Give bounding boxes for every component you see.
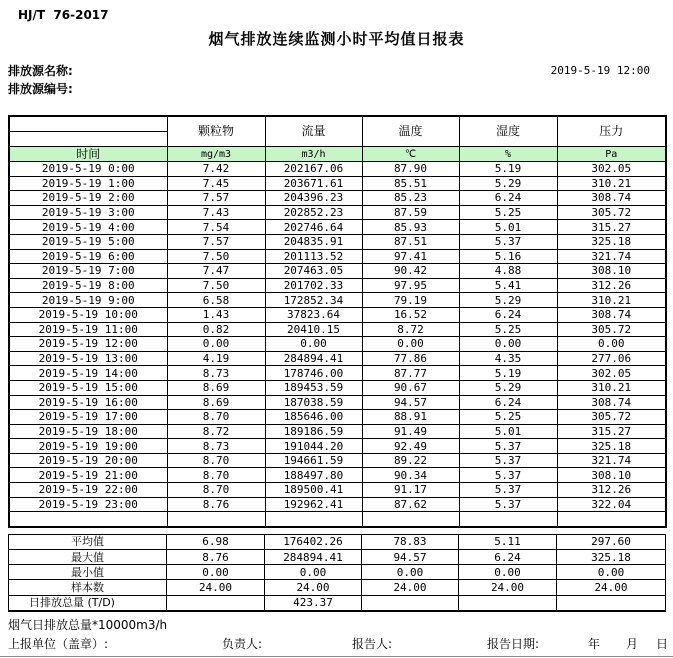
time-cell: 2019-5-19 4:00 [9, 220, 167, 235]
time-cell: 2019-5-19 11:00 [9, 322, 167, 337]
value-cell: 6.98 [167, 534, 265, 549]
value-cell: 315.27 [557, 220, 666, 235]
value-cell: 8.73 [167, 366, 265, 381]
value-cell: 7.57 [167, 234, 265, 249]
value-cell: 5.37 [459, 234, 557, 249]
value-cell: 97.41 [362, 249, 459, 264]
value-cell: 297.60 [557, 534, 666, 549]
value-cell: 85.23 [362, 191, 459, 206]
value-cell: 202746.64 [265, 220, 362, 235]
value-cell: 5.01 [459, 220, 557, 235]
value-cell: 310.21 [557, 380, 666, 395]
summary-table [8, 534, 666, 612]
time-column-header: 时间 [9, 147, 167, 162]
column-header-particulate: 颗粒物 [167, 116, 265, 147]
value-cell: 24.00 [557, 580, 666, 595]
value-cell: 6.24 [459, 191, 557, 206]
summary-label: 样本数 [9, 580, 167, 595]
value-cell: 310.21 [557, 176, 666, 191]
summary-label: 日排放总量 (T/D) [9, 595, 167, 611]
time-cell: 2019-5-19 6:00 [9, 249, 167, 264]
value-cell: 284894.41 [265, 351, 362, 366]
value-cell: 308.10 [557, 468, 666, 483]
report-unit-label: 上报单位（盖章）: [8, 637, 109, 651]
table-row [9, 497, 666, 512]
value-cell: 6.24 [459, 395, 557, 410]
value-cell: 176402.26 [265, 534, 362, 549]
value-cell: 189500.41 [265, 483, 362, 498]
value-cell: 189186.59 [265, 424, 362, 439]
table-row [9, 307, 666, 322]
time-cell: 2019-5-19 17:00 [9, 410, 167, 425]
value-cell: 5.37 [459, 468, 557, 483]
time-cell: 2019-5-19 2:00 [9, 191, 167, 206]
value-cell: 192962.41 [265, 497, 362, 512]
table-row [9, 191, 666, 206]
source-id-label: 排放源编号: [8, 82, 73, 96]
table-row [9, 534, 666, 549]
time-cell: 2019-5-19 10:00 [9, 307, 167, 322]
value-cell: 8.70 [167, 453, 265, 468]
value-cell: 37823.64 [265, 307, 362, 322]
table-row [9, 351, 666, 366]
value-cell: 24.00 [167, 580, 265, 595]
value-cell: 5.25 [459, 205, 557, 220]
value-cell: 91.17 [362, 483, 459, 498]
value-cell: 6.24 [459, 307, 557, 322]
column-header-humidity: 湿度 [459, 116, 557, 147]
value-cell: 178746.00 [265, 366, 362, 381]
table-row [9, 220, 666, 235]
table-row [9, 366, 666, 381]
hourly-rows [9, 162, 666, 512]
value-cell: 89.22 [362, 453, 459, 468]
value-cell: 87.90 [362, 162, 459, 177]
value-cell: 207463.05 [265, 264, 362, 279]
empty-cell [9, 512, 167, 527]
value-cell: 0.00 [362, 565, 459, 580]
month-label: 月 [626, 637, 639, 651]
time-cell: 2019-5-19 3:00 [9, 205, 167, 220]
table-row [9, 483, 666, 498]
value-cell: 321.74 [557, 249, 666, 264]
time-cell: 2019-5-19 5:00 [9, 234, 167, 249]
value-cell: 185646.00 [265, 410, 362, 425]
table-row [9, 395, 666, 410]
value-cell: 8.70 [167, 483, 265, 498]
table-row [9, 176, 666, 191]
value-cell: 302.05 [557, 366, 666, 381]
value-cell: 5.37 [459, 483, 557, 498]
hourly-data-table [8, 115, 667, 528]
summary-label: 最大值 [9, 550, 167, 565]
value-cell: 312.26 [557, 483, 666, 498]
value-cell: 85.51 [362, 176, 459, 191]
value-cell: 325.18 [557, 439, 666, 454]
value-cell: 188497.80 [265, 468, 362, 483]
value-cell: 5.25 [459, 322, 557, 337]
value-cell: 97.95 [362, 278, 459, 293]
value-cell: 7.47 [167, 264, 265, 279]
table-row [9, 322, 666, 337]
value-cell: 77.86 [362, 351, 459, 366]
table-row [9, 424, 666, 439]
value-cell [459, 595, 557, 611]
value-cell: 308.74 [557, 191, 666, 206]
value-cell: 8.73 [167, 439, 265, 454]
report-date-label: 报告日期: [487, 637, 540, 651]
report-datetime: 2019-5-19 12:00 [550, 64, 650, 77]
value-cell: 5.37 [459, 497, 557, 512]
value-cell: 90.42 [362, 264, 459, 279]
value-cell: 5.25 [459, 410, 557, 425]
value-cell: 88.91 [362, 410, 459, 425]
time-cell: 2019-5-19 0:00 [9, 162, 167, 177]
time-cell: 2019-5-19 9:00 [9, 293, 167, 308]
time-cell: 2019-5-19 15:00 [9, 380, 167, 395]
time-cell: 2019-5-19 22:00 [9, 483, 167, 498]
source-meta-block [8, 62, 73, 98]
value-cell: 87.51 [362, 234, 459, 249]
value-cell: 315.27 [557, 424, 666, 439]
summary-label: 平均值 [9, 534, 167, 549]
value-cell: 322.04 [557, 497, 666, 512]
column-header-flow: 流量 [265, 116, 362, 147]
empty-cell [459, 512, 557, 527]
time-cell: 2019-5-19 16:00 [9, 395, 167, 410]
time-cell: 2019-5-19 13:00 [9, 351, 167, 366]
value-cell: 87.62 [362, 497, 459, 512]
value-cell: 325.18 [557, 550, 666, 565]
value-cell: 94.57 [362, 550, 459, 565]
value-cell: 8.72 [362, 322, 459, 337]
time-cell: 2019-5-19 1:00 [9, 176, 167, 191]
value-cell: 312.26 [557, 278, 666, 293]
value-cell: 7.43 [167, 205, 265, 220]
summary-label: 最小值 [9, 565, 167, 580]
time-cell: 2019-5-19 18:00 [9, 424, 167, 439]
spacer-row [9, 512, 666, 527]
value-cell: 189453.59 [265, 380, 362, 395]
value-cell: 0.82 [167, 322, 265, 337]
value-cell: 20410.15 [265, 322, 362, 337]
value-cell: 4.19 [167, 351, 265, 366]
value-cell: 308.74 [557, 395, 666, 410]
value-cell [167, 595, 265, 611]
table-row [9, 249, 666, 264]
time-cell: 2019-5-19 8:00 [9, 278, 167, 293]
value-cell: 191044.20 [265, 439, 362, 454]
value-cell: 305.72 [557, 410, 666, 425]
value-cell: 201702.33 [265, 278, 362, 293]
table-row [9, 565, 666, 580]
value-cell: 302.05 [557, 162, 666, 177]
value-cell: 5.29 [459, 176, 557, 191]
value-cell: 5.19 [459, 162, 557, 177]
value-cell: 0.00 [167, 565, 265, 580]
column-header-pressure: 压力 [557, 116, 666, 147]
table-row [9, 278, 666, 293]
value-cell: 87.77 [362, 366, 459, 381]
value-cell: 194661.59 [265, 453, 362, 468]
value-cell: 7.45 [167, 176, 265, 191]
time-cell: 2019-5-19 20:00 [9, 453, 167, 468]
value-cell: 24.00 [362, 580, 459, 595]
page-title: 烟气排放连续监测小时平均值日报表 [208, 30, 465, 48]
table-row [9, 580, 666, 595]
column-header-temperature: 温度 [362, 116, 459, 147]
table-row [9, 234, 666, 249]
value-cell [362, 595, 459, 611]
value-cell: 0.00 [265, 565, 362, 580]
units-row [9, 147, 666, 162]
standard-code-label: HJ/T 76-2017 [18, 8, 109, 22]
unit-temperature: ℃ [362, 147, 459, 162]
value-cell: 1.43 [167, 307, 265, 322]
value-cell: 8.69 [167, 380, 265, 395]
value-cell: 5.19 [459, 366, 557, 381]
value-cell: 5.37 [459, 453, 557, 468]
value-cell: 0.00 [167, 337, 265, 352]
value-cell: 321.74 [557, 453, 666, 468]
value-cell: 7.57 [167, 191, 265, 206]
value-cell: 0.00 [362, 337, 459, 352]
empty-cell [557, 512, 666, 527]
empty-cell [9, 132, 167, 147]
unit-particulate: mg/m3 [167, 147, 265, 162]
value-cell: 7.42 [167, 162, 265, 177]
table-row [9, 380, 666, 395]
value-cell: 0.00 [557, 565, 666, 580]
value-cell: 94.57 [362, 395, 459, 410]
value-cell: 8.76 [167, 497, 265, 512]
value-cell: 0.00 [459, 565, 557, 580]
value-cell: 202852.23 [265, 205, 362, 220]
value-cell: 7.54 [167, 220, 265, 235]
time-cell: 2019-5-19 19:00 [9, 439, 167, 454]
table-row [9, 550, 666, 565]
time-cell: 2019-5-19 23:00 [9, 497, 167, 512]
value-cell: 87.59 [362, 205, 459, 220]
value-cell: 6.24 [459, 550, 557, 565]
unit-flow: m3/h [265, 147, 362, 162]
table-row [9, 453, 666, 468]
empty-cell [265, 512, 362, 527]
table-row [9, 205, 666, 220]
value-cell: 0.00 [265, 337, 362, 352]
value-cell: 5.11 [459, 534, 557, 549]
value-cell: 203671.61 [265, 176, 362, 191]
reporter-label: 报告人: [352, 637, 393, 651]
value-cell [557, 595, 666, 611]
time-cell: 2019-5-19 21:00 [9, 468, 167, 483]
value-cell: 5.29 [459, 380, 557, 395]
value-cell: 4.35 [459, 351, 557, 366]
value-cell: 90.67 [362, 380, 459, 395]
value-cell: 24.00 [265, 580, 362, 595]
value-cell: 79.19 [362, 293, 459, 308]
value-cell: 5.41 [459, 278, 557, 293]
value-cell: 8.69 [167, 395, 265, 410]
value-cell: 8.70 [167, 410, 265, 425]
source-name-label: 排放源名称: [8, 64, 73, 78]
value-cell: 201113.52 [265, 249, 362, 264]
value-cell: 8.72 [167, 424, 265, 439]
header-row-1 [9, 116, 666, 132]
value-cell: 305.72 [557, 322, 666, 337]
value-cell: 5.37 [459, 439, 557, 454]
value-cell: 277.06 [557, 351, 666, 366]
value-cell: 6.58 [167, 293, 265, 308]
value-cell: 187038.59 [265, 395, 362, 410]
value-cell: 7.50 [167, 278, 265, 293]
value-cell: 0.00 [557, 337, 666, 352]
value-cell: 8.76 [167, 550, 265, 565]
day-label: 日 [656, 637, 669, 651]
value-cell: 325.18 [557, 234, 666, 249]
value-cell: 310.21 [557, 293, 666, 308]
value-cell: 172852.34 [265, 293, 362, 308]
value-cell: 308.10 [557, 264, 666, 279]
daily-total-note: 烟气日排放总量*10000m3/h [8, 618, 168, 632]
value-cell: 91.49 [362, 424, 459, 439]
table-row [9, 595, 666, 611]
value-cell: 202167.06 [265, 162, 362, 177]
report-table-area [8, 115, 665, 612]
value-cell: 5.01 [459, 424, 557, 439]
table-row [9, 439, 666, 454]
table-row [9, 293, 666, 308]
value-cell: 78.83 [362, 534, 459, 549]
value-cell: 90.34 [362, 468, 459, 483]
unit-humidity: % [459, 147, 557, 162]
value-cell: 85.93 [362, 220, 459, 235]
responsible-label: 负责人: [222, 637, 263, 651]
value-cell: 204396.23 [265, 191, 362, 206]
value-cell: 305.72 [557, 205, 666, 220]
unit-pressure: Pa [557, 147, 666, 162]
signature-row [0, 635, 673, 651]
value-cell: 92.49 [362, 439, 459, 454]
value-cell: 4.88 [459, 264, 557, 279]
value-cell: 7.50 [167, 249, 265, 264]
value-cell: 16.52 [362, 307, 459, 322]
value-cell: 8.70 [167, 468, 265, 483]
year-label: 年 [588, 637, 601, 651]
empty-cell [9, 116, 167, 132]
value-cell: 5.16 [459, 249, 557, 264]
empty-cell [167, 512, 265, 527]
summary-rows [9, 534, 666, 610]
table-row [9, 468, 666, 483]
value-cell: 204835.91 [265, 234, 362, 249]
value-cell: 5.29 [459, 293, 557, 308]
time-cell: 2019-5-19 12:00 [9, 337, 167, 352]
table-row [9, 264, 666, 279]
table-row [9, 162, 666, 177]
value-cell: 0.00 [459, 337, 557, 352]
bottom-divider [0, 656, 673, 657]
time-cell: 2019-5-19 7:00 [9, 264, 167, 279]
value-cell: 308.74 [557, 307, 666, 322]
table-row [9, 337, 666, 352]
table-row [9, 410, 666, 425]
time-cell: 2019-5-19 14:00 [9, 366, 167, 381]
value-cell: 284894.41 [265, 550, 362, 565]
value-cell: 24.00 [459, 580, 557, 595]
empty-cell [362, 512, 459, 527]
value-cell: 423.37 [265, 595, 362, 611]
